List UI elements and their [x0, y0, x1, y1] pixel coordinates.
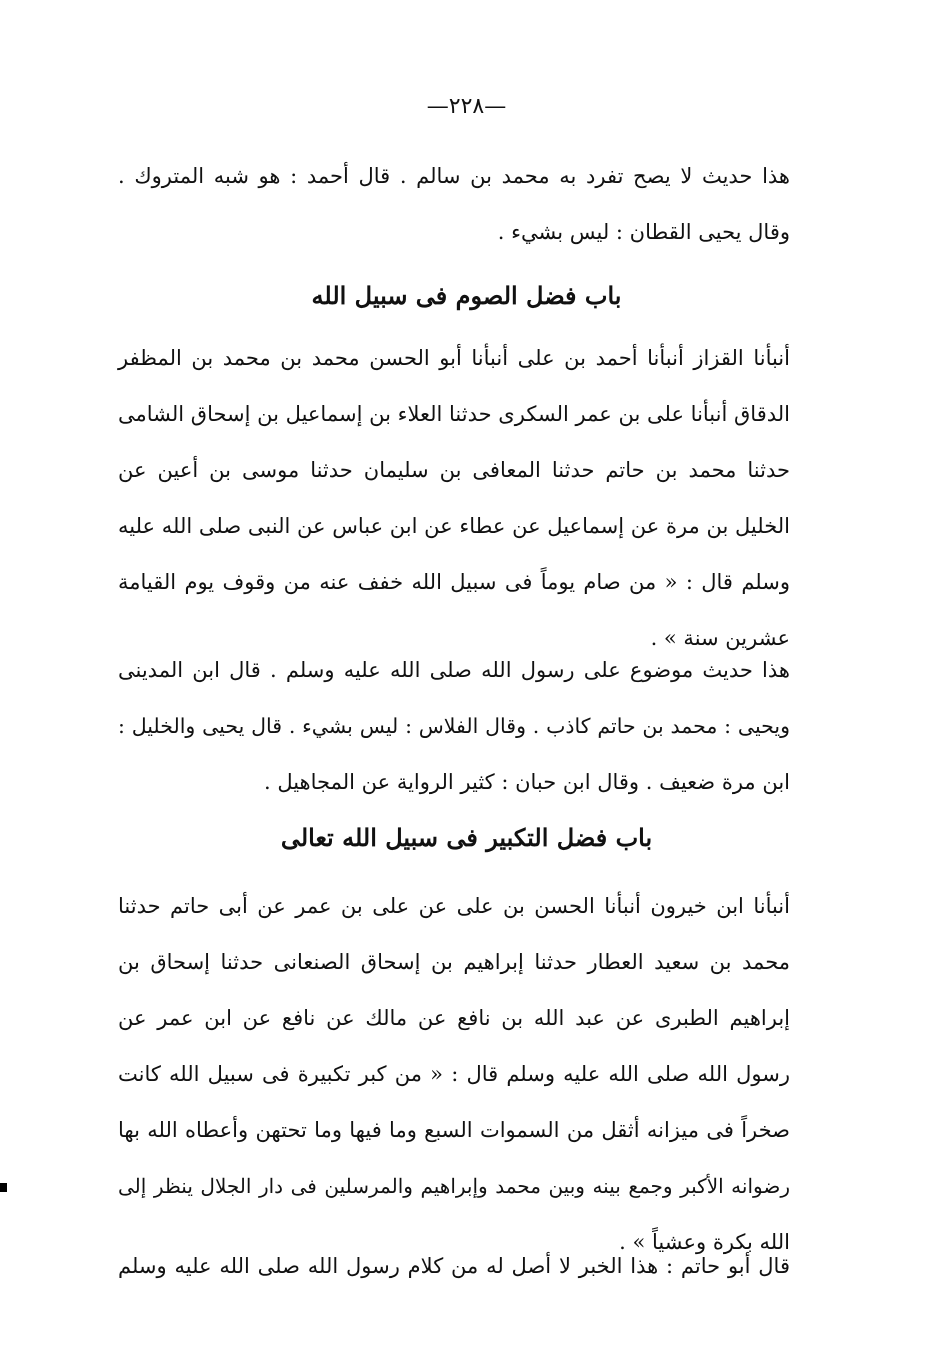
paragraph-chain-verdict	[118, 148, 790, 260]
text-line: رسول الله صلى الله عليه وسلم قال : « من كبر تكبيرة فى سبيل الله كانت	[118, 1062, 790, 1086]
text-line: ابن مرة ضعيف . وقال ابن حبان : كثير الرواية عن المجاهيل .	[263, 770, 790, 794]
text-line: صخراً فى ميزانه أثقل من السموات السبع وما فيها وما تحتهن وأعطاه الله بها	[118, 1118, 790, 1142]
paragraph-fasting-hadith	[118, 330, 790, 666]
text-line: أنبأنا القزاز أنبأنا أحمد بن على أنبأنا أبو الحسن محمد بن محمد بن المظفر	[118, 346, 790, 370]
text-line: الدقاق أنبأنا على بن عمر السكرى حدثنا العلاء بن إسماعيل بن إسحاق الشامى	[118, 402, 790, 426]
text-line: عشرين سنة » .	[650, 626, 790, 650]
text-line: الله بكرة وعشياً » .	[619, 1230, 790, 1254]
text-line: أنبأنا ابن خيرون أنبأنا الحسن بن على عن على بن عمر عن أبى حاتم حدثنا	[118, 894, 790, 918]
text-line: هذا حديث موضوع على رسول الله صلى الله عليه وسلم . قال ابن المدينى	[118, 658, 790, 682]
text-line: حدثنا محمد بن حاتم حدثنا المعافى بن سليمان حدثنا موسى بن أعين عن	[118, 458, 790, 482]
paragraph-takbir-verdict	[118, 1238, 790, 1294]
text-line: وقال يحيى القطان : ليس بشيء .	[497, 220, 790, 244]
text-line: وسلم قال : « من صام يوماً فى سبيل الله خفف عنه من وقوف يوم القيامة	[118, 570, 790, 594]
scan-edge-mark	[0, 1183, 7, 1192]
text-line: قال أبو حاتم : هذا الخبر لا أصل له من كلام رسول الله صلى الله عليه وسلم	[118, 1254, 790, 1278]
chapter-heading-fasting: باب فضل الصوم فى سبيل الله	[311, 281, 622, 310]
text-line: ويحيى : محمد بن حاتم كاذب . وقال الفلاس : ليس بشيء . قال يحيى والخليل :	[118, 714, 790, 738]
text-line: الخليل بن مرة عن إسماعيل عن عطاء عن ابن عباس عن النبى صلى الله عليه	[118, 514, 790, 538]
text-line: محمد بن سعيد العطار حدثنا إبراهيم بن إسحاق الصنعانى حدثنا إسحاق بن	[118, 950, 790, 974]
text-line: هذا حديث لا يصح تفرد به محمد بن سالم . قال أحمد : هو شبه المتروك .	[118, 164, 790, 188]
chapter-heading-takbir: باب فضل التكبير فى سبيل الله تعالى	[280, 823, 653, 852]
text-line: إبراهيم الطبرى عن عبد الله بن نافع عن مالك عن نافع عن ابن عمر عن	[118, 1006, 790, 1030]
page-number: —٢٢٨—	[426, 94, 507, 119]
text-line: رضوانه الأكبر وجمع بينه وبين محمد وإبراهيم والمرسلين فى دار الجلال ينظر إلى	[118, 1174, 790, 1198]
paragraph-fasting-verdict	[118, 642, 790, 810]
paragraph-takbir-hadith	[118, 878, 790, 1270]
